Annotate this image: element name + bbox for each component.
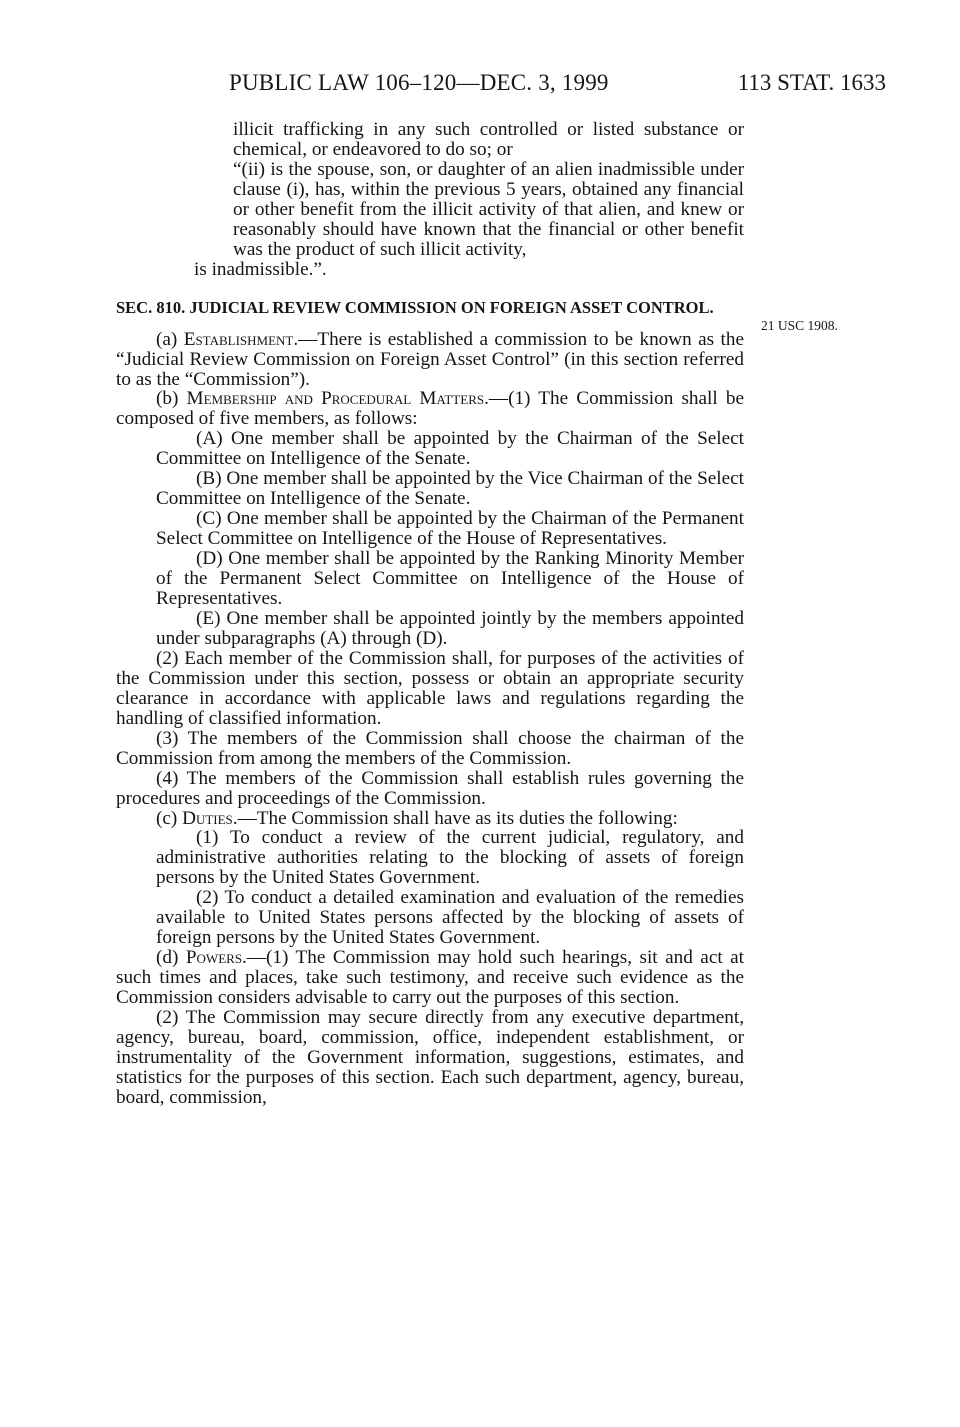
subparagraph: (B) One member shall be appointed by the Vice Chairman of the Select Committee on Intelligence of the Senate. bbox=[156, 468, 744, 510]
subparagraph: (2) To conduct a detailed examination and evaluation of the remedies available to United States persons affected by the blocking of assets of foreign persons by the United States Government. bbox=[156, 887, 744, 949]
subsection-d bbox=[116, 948, 744, 1008]
page-header bbox=[116, 70, 886, 104]
statute-reference: 113 STAT. 1633 bbox=[737, 70, 886, 95]
subsection-heading: Duties.— bbox=[182, 807, 257, 829]
subsection-label: (c) bbox=[156, 807, 183, 829]
subsection-a bbox=[116, 330, 744, 390]
subsection-text: The Commission shall have as its duties the following: bbox=[256, 807, 678, 829]
subsection-label: (d) bbox=[156, 947, 186, 969]
paragraph bbox=[116, 160, 744, 260]
subparagraph: (D) One member shall be appointed by the Ranking Minority Member of the Permanent Select Committee on Intelligence of the House of Representatives. bbox=[156, 548, 744, 610]
section-heading: SEC. 810. JUDICIAL REVIEW COMMISSION ON FOREIGN ASSET CONTROL. bbox=[116, 297, 714, 317]
subsection-c bbox=[116, 809, 744, 829]
paragraph: is inadmissible.”. bbox=[194, 258, 327, 280]
subparagraph: (C) One member shall be appointed by the Chairman of the Permanent Select Committee on Intelligence of the House of Representatives. bbox=[156, 508, 744, 550]
usc-margin-note: 21 USC 1908. bbox=[761, 318, 838, 333]
subsection-b bbox=[116, 389, 744, 429]
subparagraph: (E) One member shall be appointed jointly by the members appointed under subparagraphs (A) through (D). bbox=[156, 607, 744, 649]
document-body bbox=[116, 120, 744, 1108]
paragraph: (4) The members of the Commission shall establish rules governing the procedures and proceedings of the Commission. bbox=[116, 767, 744, 809]
paragraph: (2) The Commission may secure directly from any executive department, agency, bureau, board, commission, office, independent establishment, or instrumentality of the Government information, suggestions, estimates, and statistics for the purposes of this section. Each such department, agency, bureau, board, commission, bbox=[116, 1007, 744, 1108]
paragraph-text: “(ii) is the spouse, son, or daughter of an alien inadmissible under clause (i), has, within the previous 5 years, obtained any financial or other benefit from the illicit activity of that alien, and knew or reasonably should have known that the financial or other benefit was the product of such illicit activity, bbox=[233, 158, 744, 260]
paragraph: (2) Each member of the Commission shall, for purposes of the activities of the Commission under this section, possess or obtain an appropriate security clearance in accordance with applicable laws and regulations regarding the handling of classified information. bbox=[116, 647, 744, 729]
law-title: PUBLIC LAW 106–120—DEC. 3, 1999 bbox=[229, 70, 609, 95]
subparagraph: (1) To conduct a review of the current judicial, regulatory, and administrative authorities relating to the blocking of assets of foreign persons by the United States Government. bbox=[156, 827, 744, 889]
paragraph: (3) The members of the Commission shall choose the chairman of the Commission from among the members of the Commission. bbox=[116, 727, 744, 769]
subsection-text: There is established a commission to be known as the “Judicial Review Commission on Foreign Asset Control” (in this section referred to as the “Commission”). bbox=[116, 328, 744, 390]
paragraph: illicit trafficking in any such controlled or listed substance or chemical, or endeavored to do so; or bbox=[233, 119, 744, 160]
subsection-heading: Establishment.— bbox=[183, 328, 318, 350]
subparagraph: (A) One member shall be appointed by the Chairman of the Select Committee on Intelligence of the Senate. bbox=[156, 428, 744, 470]
subsection-label: (b) bbox=[156, 388, 187, 410]
subsection-heading: Powers.— bbox=[185, 947, 267, 969]
subsection-text: (1) The Commission shall be composed of five members, as follows: bbox=[116, 388, 744, 430]
subsection-label: (a) bbox=[156, 328, 184, 350]
subsection-text: (1) The Commission may hold such hearings, sit and act at such times and places, take such testimony, and receive such evidence as the Commission considers advisable to carry out the purposes of this section. bbox=[116, 947, 745, 1009]
subsection-heading: Membership and Procedural Matters.— bbox=[186, 388, 509, 410]
